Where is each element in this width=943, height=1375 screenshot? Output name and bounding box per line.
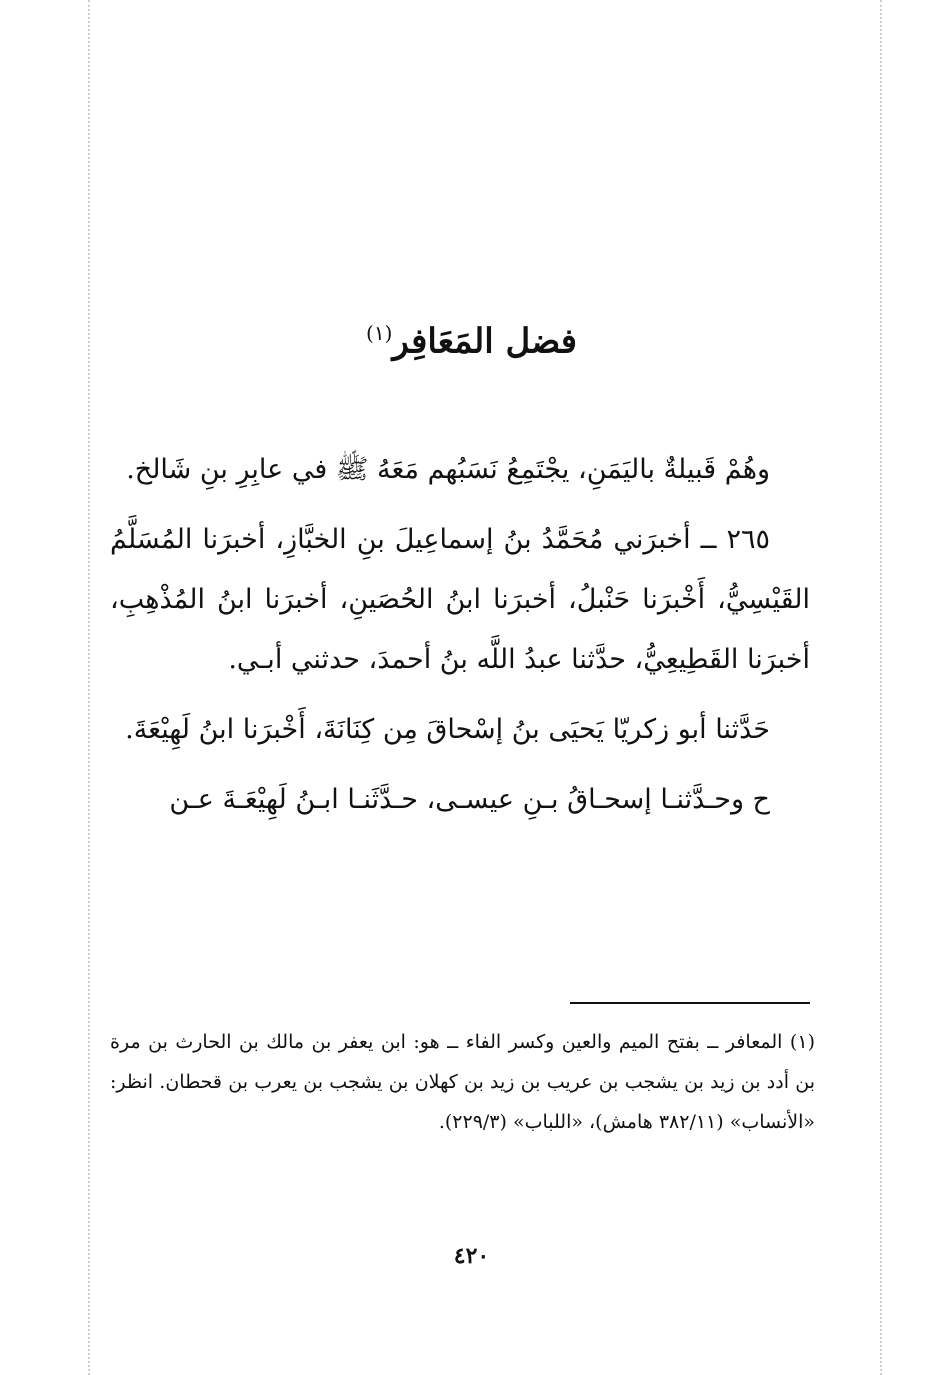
paragraph-isnad-3: ح وحـدَّثنـا إسحـاقُ بـنِ عيسـى، حـدَّثَنـا ابـنُ لَهِيْعَـةَ عـن [169,784,770,815]
chapter-title-text: فضل المَعَافِر [392,321,577,362]
paragraph-isnad-2: حَدَّثنا أبو زكريّا يَحيَى بنُ إسْحاقَ مِن كِنَانَةَ، أَخْبرَنا ابنُ لَهِيْعَةَ. [125,714,770,745]
chapter-title [0,308,943,366]
paragraph-hadith-265: ٢٦٥ ــ أخبرَني مُحَمَّدُ بنُ إسماعِيلَ بنِ الخبَّازِ، أخبرَنا المُسَلَّمُ القَيْسِيُّ، أَخْبرَنا حَنْبلُ، أخبرَنا ابنُ الحُصَينِ، أخبرَنا ابنُ المُذْهِبِ، أخبرَنا القَطِيعِيُّ، حدَّثنا عبدُ اللَّه بنُ أحمدَ، حدثني أبـي. [110,524,810,675]
scan-edge-right [880,0,882,1375]
paragraph-intro: وهُمْ قَبيلةٌ باليَمَنِ، يجْتَمِعُ نَسَبُهم مَعَهُ ﷺ في عابِرِ بنِ شَالخ. [126,454,770,485]
body-text [110,440,810,840]
footnote [110,1022,815,1142]
page-number: ٤٢٠ [453,1243,490,1269]
scan-edge-left [88,0,90,1375]
footnote-separator [570,1002,810,1004]
title-footnote-marker: (١) [366,321,393,345]
footnote-text: (١) المعافر ــ بفتح الميم والعين وكسر الفاء ــ هو: ابن يعفر بن مالك بن الحارث بن مرة بن أدد بن زيد بن يشجب بن عريب بن زيد بن كهلان بن يشجب بن يعرب بن قحطان. انظر: «الأنساب» (٣٨٢/١١ هامش)، «اللباب» (٢٢٩/٣). [110,1031,815,1133]
